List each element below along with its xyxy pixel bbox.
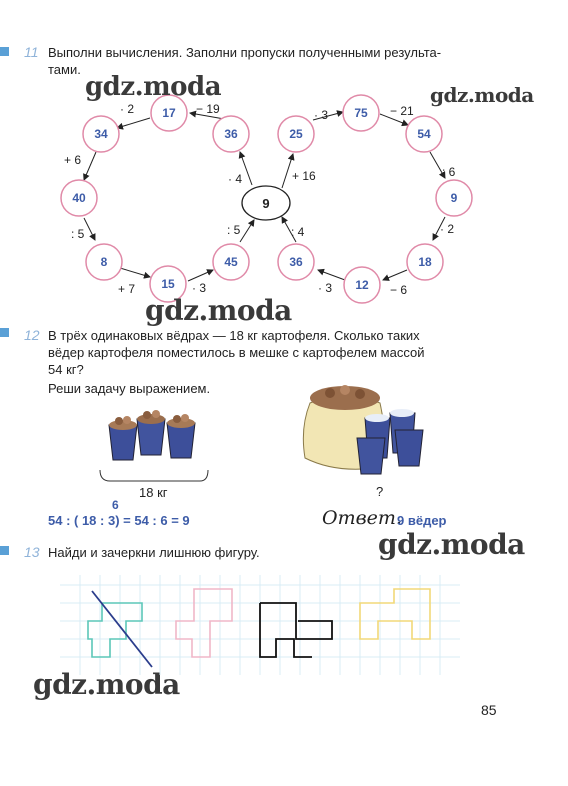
op-label: + 7 [118, 282, 136, 296]
task-12-line4: Реши задачу выражением. [48, 381, 211, 396]
watermark: gdz.moda [85, 72, 222, 102]
watermark: gdz.moda [145, 294, 292, 327]
left-node-value: 8 [100, 255, 108, 269]
task-12-line3: 54 кг? [48, 362, 84, 377]
center-node-value: 9 [262, 196, 270, 211]
op-label: − 19 [196, 102, 220, 116]
left-node-value: 15 [161, 277, 175, 291]
right-node-value: 9 [450, 191, 458, 205]
left-node-value: 40 [72, 191, 86, 205]
op-label: · 3 [318, 281, 333, 295]
op-label: − 21 [390, 104, 414, 118]
op-label: : 5 [227, 223, 241, 237]
op-label: · 3 [314, 108, 329, 122]
task-number-11: 11 [24, 44, 39, 60]
task-number-13: 13 [24, 544, 40, 560]
task-marker [0, 546, 9, 555]
task-marker [0, 328, 9, 337]
answer-value: 9 вёдер [397, 513, 447, 528]
task-11-text-line1: Выполни вычисления. Заполни пропуски полученными результа- [48, 45, 442, 60]
left-node-value: 17 [162, 106, 176, 120]
right-node-value: 25 [289, 127, 303, 141]
left-node-value: 36 [224, 127, 238, 141]
watermark: gdz.moda [378, 528, 525, 561]
page-number: 85 [481, 702, 497, 718]
op-label: − 6 [390, 283, 408, 297]
left-node-value: 45 [224, 255, 238, 269]
op-label: : 6 [442, 165, 456, 179]
pink-figure [176, 589, 232, 657]
left-node-value: 34 [94, 127, 108, 141]
black-figure [260, 603, 332, 657]
figures-grid [60, 575, 460, 675]
op-label: · 2 [440, 222, 455, 236]
solution-expression: 54 : ( 18 : 3) = 54 : 6 = 9 [48, 513, 190, 528]
buckets-illustration [95, 395, 220, 490]
question-mark: ? [376, 484, 384, 499]
above-note: 6 [112, 498, 119, 512]
task-13-text: Найди и зачеркни лишнюю фигуру. [48, 545, 260, 560]
op-label: : 5 [71, 227, 85, 241]
right-node-value: 54 [417, 127, 431, 141]
op-label: + 6 [64, 153, 82, 167]
right-node-value: 12 [355, 278, 369, 292]
task-number-12: 12 [24, 327, 40, 343]
right-node-value: 18 [418, 255, 432, 269]
weight-label: 18 кг [139, 485, 168, 500]
task-12-line1: В трёх одинаковых вёдрах — 18 кг картофеля. Сколько таких [48, 328, 420, 343]
watermark: gdz.moda [33, 668, 180, 701]
calc-chain-diagram [0, 0, 568, 320]
op-label: + 16 [292, 169, 316, 183]
green-figure [88, 603, 142, 657]
sack-illustration [295, 378, 445, 478]
op-label: · 3 [192, 281, 207, 295]
op-label: · 4 [228, 172, 243, 186]
op-label: : 4 [291, 225, 305, 239]
right-node-value: 36 [289, 255, 303, 269]
watermark: gdz.moda [430, 83, 534, 107]
task-12-line2: вёдер картофеля поместилось в мешке с картофелем массой [48, 345, 425, 360]
task-11-text-line2: тами. [48, 62, 81, 77]
answer-label: Ответ. [322, 507, 402, 529]
right-node-value: 75 [354, 106, 368, 120]
op-label: · 2 [120, 102, 135, 116]
